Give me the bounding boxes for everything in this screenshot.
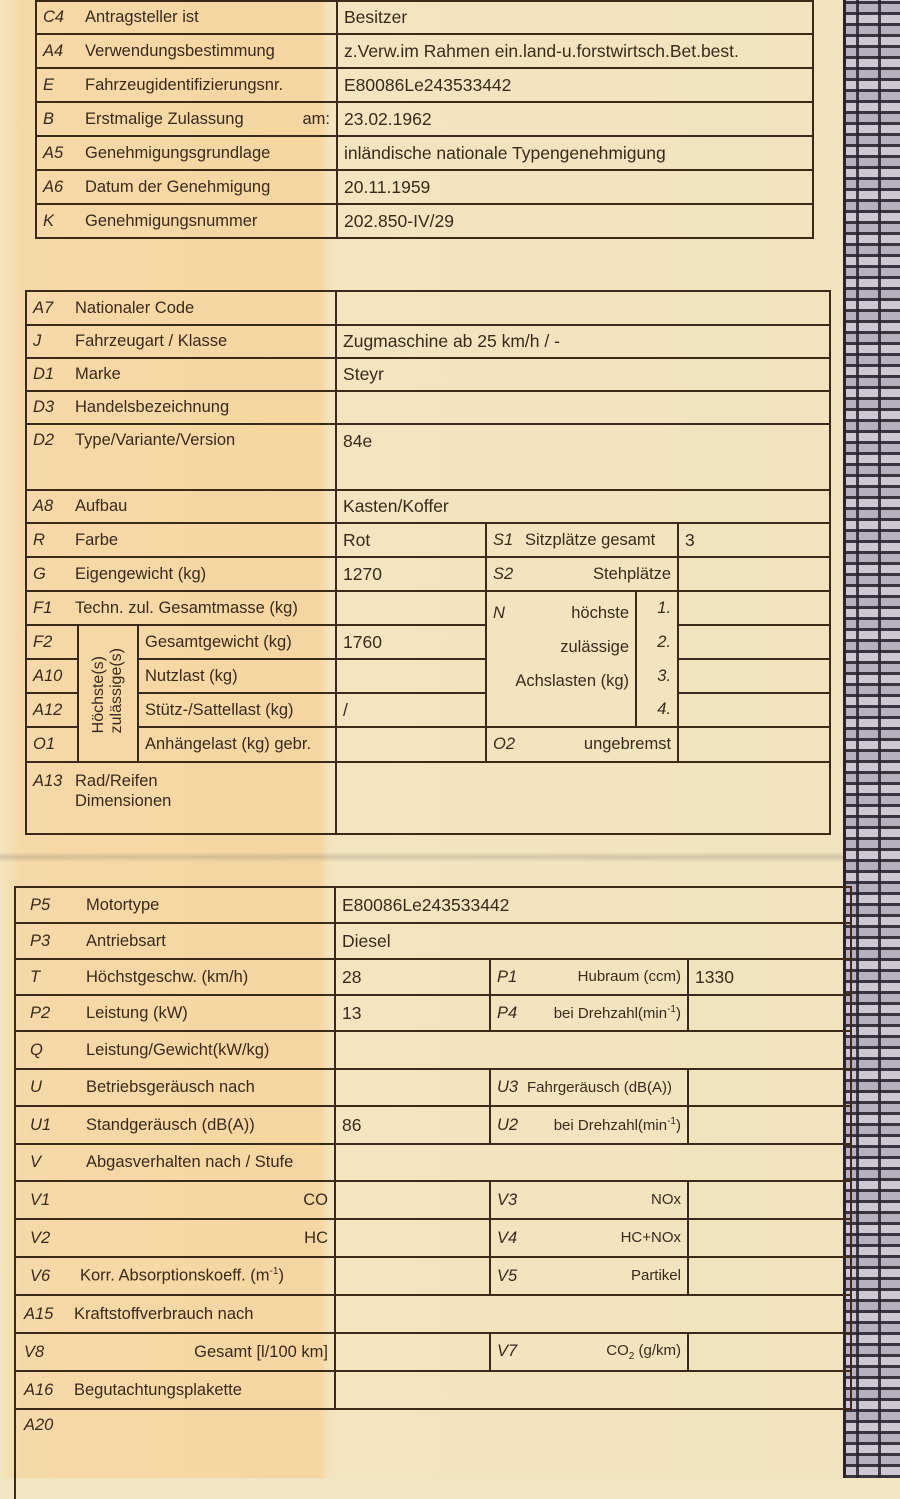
field-value-nox [688, 1181, 851, 1219]
row-r-s1 [26, 523, 830, 557]
field-value-axle-4 [678, 693, 830, 727]
field-code: P3 [30, 931, 51, 950]
row-k [36, 204, 813, 238]
row-a5 [36, 136, 813, 170]
field-value-gross-weight: 1760 [336, 625, 486, 659]
field-code: O1 [33, 735, 56, 753]
field-label: Kraftstoffverbrauch nach [74, 1304, 254, 1323]
row-q [15, 1031, 851, 1069]
field-code: A5 [43, 143, 64, 162]
field-value-emissions-stage [335, 1144, 851, 1181]
field-code: Q [30, 1040, 43, 1059]
section-engine-data [14, 886, 852, 1499]
field-label: NOx [651, 1190, 681, 1208]
field-code: S1 [493, 530, 514, 549]
field-code: K [43, 211, 55, 230]
superscript: -1 [667, 1115, 676, 1127]
row-a15 [15, 1295, 851, 1333]
superscript: -1 [667, 1003, 676, 1015]
field-code: A15 [24, 1304, 54, 1323]
field-label: Genehmigungsgrundlage [85, 143, 271, 162]
field-label: CO [606, 1342, 629, 1359]
field-value-max-speed: 28 [335, 959, 490, 995]
field-label: Sitzplätze gesamt [525, 530, 656, 549]
field-value-body: Kasten/Koffer [336, 490, 830, 523]
row-p2-p4 [15, 995, 851, 1031]
vertical-label-zulaessige: zulässige(s) [108, 648, 125, 734]
field-value-vin: E80086Le243533442 [337, 68, 813, 102]
field-value-operating-noise [335, 1069, 490, 1106]
field-code: V6 [30, 1266, 51, 1285]
field-code: V1 [30, 1190, 51, 1209]
field-label: Fahrzeugart / Klasse [75, 332, 228, 350]
field-code: D2 [33, 431, 55, 449]
section-registration-info [35, 0, 814, 239]
row-g-s2 [26, 557, 830, 591]
row-a13 [26, 762, 830, 834]
field-label: Standgeräusch (dB(A)) [86, 1115, 255, 1134]
field-value-make: Steyr [336, 358, 830, 391]
row-p5 [15, 887, 851, 923]
field-label: ) [676, 1116, 681, 1134]
row-v1-v3 [15, 1181, 851, 1219]
section-vehicle-data [25, 290, 831, 835]
field-code: A12 [33, 700, 63, 719]
row-a10-n3 [26, 659, 830, 693]
field-value-standing-noise: 86 [335, 1106, 490, 1144]
field-code: A13 [33, 772, 63, 790]
row-a8 [26, 490, 830, 523]
field-value-tires [336, 762, 830, 834]
field-label: Leistung/Gewicht(kW/kg) [86, 1040, 270, 1059]
field-value-national-code [336, 291, 830, 325]
field-code: A16 [24, 1380, 54, 1399]
row-a20 [15, 1409, 851, 1499]
field-code: P1 [497, 967, 518, 986]
field-label: Erstmalige Zulassung [85, 109, 244, 128]
row-b [36, 102, 813, 136]
field-label: Anhängelast (kg) gebr. [138, 727, 336, 762]
field-code: B [43, 109, 55, 128]
field-code: U3 [497, 1078, 519, 1096]
field-label: Hubraum (ccm) [577, 967, 681, 985]
row-e [36, 68, 813, 102]
field-code: J [33, 332, 42, 350]
field-value-trade-name [336, 391, 830, 424]
field-value-standing [678, 557, 830, 591]
row-c4 [36, 1, 813, 34]
row-a12-n4 [26, 693, 830, 727]
field-value-noise-rpm [688, 1106, 851, 1144]
field-code: N [493, 604, 505, 622]
field-label: Betriebsgeräusch nach [86, 1078, 255, 1096]
field-label: Marke [75, 365, 121, 383]
row-j [26, 325, 830, 358]
field-code: A7 [33, 298, 54, 317]
field-value-particles [688, 1257, 851, 1295]
field-label: Nutzlast (kg) [138, 659, 336, 693]
field-code: A8 [33, 497, 54, 515]
field-label: Gesamtgewicht (kg) [138, 625, 336, 659]
row-o1-o2 [26, 727, 830, 762]
field-value-power: 13 [335, 995, 490, 1031]
field-value-vehicle-class: Zugmaschine ab 25 km/h / - [336, 325, 830, 358]
field-label: Rad/Reifen [75, 772, 158, 790]
axle-number: 1. [636, 591, 678, 625]
field-label: Motortype [86, 895, 160, 914]
vertical-label-hoechste: Höchste(s) [90, 656, 107, 734]
field-value-axle-2 [678, 625, 830, 659]
row-t-p1 [15, 959, 851, 995]
row-v [15, 1144, 851, 1181]
field-code: P5 [30, 895, 51, 914]
row-f2-n2 [26, 625, 830, 659]
field-label: ) [278, 1266, 284, 1285]
field-value-absorption [335, 1257, 490, 1295]
field-label: ungebremst [583, 735, 672, 753]
field-label: bei Drehzahl(min [553, 1004, 668, 1022]
field-value-co2 [688, 1333, 851, 1371]
field-code: T [30, 967, 41, 986]
field-code: D1 [33, 365, 55, 383]
field-label: Nationaler Code [75, 298, 195, 317]
field-code: P4 [497, 1003, 518, 1022]
field-value-towing-braked [336, 727, 486, 762]
field-code: P2 [30, 1003, 51, 1022]
field-value-axle-3 [678, 659, 830, 693]
field-value-fuel: Diesel [335, 923, 851, 959]
field-label: Leistung (kW) [86, 1003, 188, 1022]
field-label: HC [304, 1228, 328, 1247]
field-code: V7 [497, 1342, 518, 1360]
field-code: U2 [497, 1115, 519, 1134]
field-label: Datum der Genehmigung [85, 177, 271, 196]
field-value-support-load: / [336, 693, 486, 727]
row-p3 [15, 923, 851, 959]
field-label: Korr. Absorptionskoeff. (m [80, 1266, 270, 1285]
field-label: (g/km) [634, 1342, 681, 1359]
field-value-engine-type: E80086Le243533442 [335, 887, 851, 923]
field-value-inspection-sticker [335, 1371, 851, 1409]
field-code: A10 [33, 666, 63, 685]
field-value-seats: 3 [678, 523, 830, 557]
axle-number: 4. [636, 693, 678, 727]
field-value-fuel-consumption [335, 1295, 851, 1333]
field-label: Fahrgeräusch (dB(A)) [527, 1079, 673, 1096]
row-u1-u2 [15, 1106, 851, 1144]
field-value-tech-mass [336, 591, 486, 625]
field-value-approval-date: 20.11.1959 [337, 170, 813, 204]
field-code: E [43, 75, 55, 94]
field-label: ) [676, 1004, 681, 1022]
field-code: A6 [43, 177, 64, 196]
row-d1 [26, 358, 830, 391]
field-code: G [33, 564, 46, 583]
field-value-axle-1 [678, 591, 830, 625]
field-label: höchste [571, 604, 630, 622]
field-code: V2 [30, 1228, 51, 1247]
field-code: V4 [497, 1228, 518, 1247]
field-label-am: am: [302, 109, 330, 128]
row-u-u3 [15, 1069, 851, 1106]
field-code: S2 [493, 564, 514, 583]
field-label: Abgasverhalten nach / Stufe [86, 1153, 294, 1171]
field-code: F2 [33, 632, 53, 651]
field-label: Dimensionen [75, 792, 172, 810]
row-a7 [26, 291, 830, 325]
field-code: U [30, 1078, 42, 1096]
field-label: Stehplätze [593, 564, 672, 583]
axle-number: 3. [636, 659, 678, 693]
field-code: V5 [497, 1266, 518, 1285]
field-value-power-weight [335, 1031, 851, 1069]
field-label: Type/Variante/Version [75, 431, 236, 449]
field-label: Eigengewicht (kg) [75, 564, 207, 583]
field-code: A4 [43, 41, 64, 60]
field-value-usage: z.Verw.im Rahmen ein.land-u.forstwirtsch.Bet.best. [337, 34, 813, 68]
field-label: zulässige [560, 638, 630, 656]
field-value-co [335, 1181, 490, 1219]
field-code: V3 [497, 1190, 518, 1209]
paper-fold-line [0, 852, 843, 862]
field-label: Partikel [630, 1266, 681, 1284]
row-a4 [36, 34, 813, 68]
row-v8-v7 [15, 1333, 851, 1371]
field-code: V [30, 1153, 42, 1171]
field-value-hc [335, 1219, 490, 1257]
field-code: F1 [33, 598, 53, 617]
field-value-approval-basis: inländische nationale Typengenehmigung [337, 136, 813, 170]
field-value-total-consumption [335, 1333, 490, 1371]
field-label: Begutachtungsplakette [74, 1380, 242, 1399]
field-value-approval-number: 202.850-IV/29 [337, 204, 813, 238]
field-label: HC+NOx [620, 1228, 681, 1246]
subscript: 2 [628, 1351, 635, 1362]
field-label: Gesamt [l/100 km] [194, 1342, 328, 1361]
field-label: Antragsteller ist [85, 8, 199, 26]
axle-number: 2. [636, 625, 678, 659]
field-label: Höchstgeschw. (km/h) [86, 967, 249, 986]
superscript: -1 [269, 1266, 279, 1278]
field-value-towing-unbraked [678, 727, 830, 762]
vertical-label-cell [78, 625, 138, 762]
field-value-displacement: 1330 [688, 959, 851, 995]
row-v2-v4 [15, 1219, 851, 1257]
field-code: O2 [493, 735, 516, 753]
field-value-first-registration: 23.02.1962 [337, 102, 813, 136]
row-a16 [15, 1371, 851, 1409]
field-label: Farbe [75, 530, 119, 549]
field-code: D3 [33, 398, 55, 416]
row-d2 [26, 424, 830, 490]
row-f1-n1 [26, 591, 830, 625]
field-code: U1 [30, 1115, 52, 1134]
row-d3 [26, 391, 830, 424]
field-label: Techn. zul. Gesamtmasse (kg) [75, 598, 298, 617]
field-value-type: 84e [336, 424, 830, 490]
field-code: V8 [24, 1342, 45, 1361]
field-label: Genehmigungsnummer [85, 211, 258, 230]
row-a6 [36, 170, 813, 204]
field-label: bei Drehzahl(min [553, 1116, 668, 1134]
field-label: CO [303, 1190, 328, 1209]
field-value-applicant: Besitzer [337, 1, 813, 34]
field-label: Fahrzeugidentifizierungsnr. [85, 75, 284, 94]
field-value-curb-weight: 1270 [336, 557, 486, 591]
field-value-color: Rot [336, 523, 486, 557]
field-label: Stütz-/Sattellast (kg) [138, 693, 336, 727]
field-code: A20 [24, 1416, 54, 1434]
row-v6-v5 [15, 1257, 851, 1295]
field-label: Handelsbezeichnung [75, 398, 230, 416]
field-label: Antriebsart [86, 931, 166, 950]
field-value-hc-nox [688, 1219, 851, 1257]
field-value-power-rpm [688, 995, 851, 1031]
field-label: Aufbau [75, 497, 128, 515]
field-label: Achslasten (kg) [515, 672, 630, 690]
field-code: C4 [43, 8, 65, 26]
field-value-payload [336, 659, 486, 693]
field-value-driving-noise [688, 1069, 851, 1106]
field-code: R [33, 530, 45, 549]
field-label: Verwendungsbestimmung [85, 41, 275, 60]
